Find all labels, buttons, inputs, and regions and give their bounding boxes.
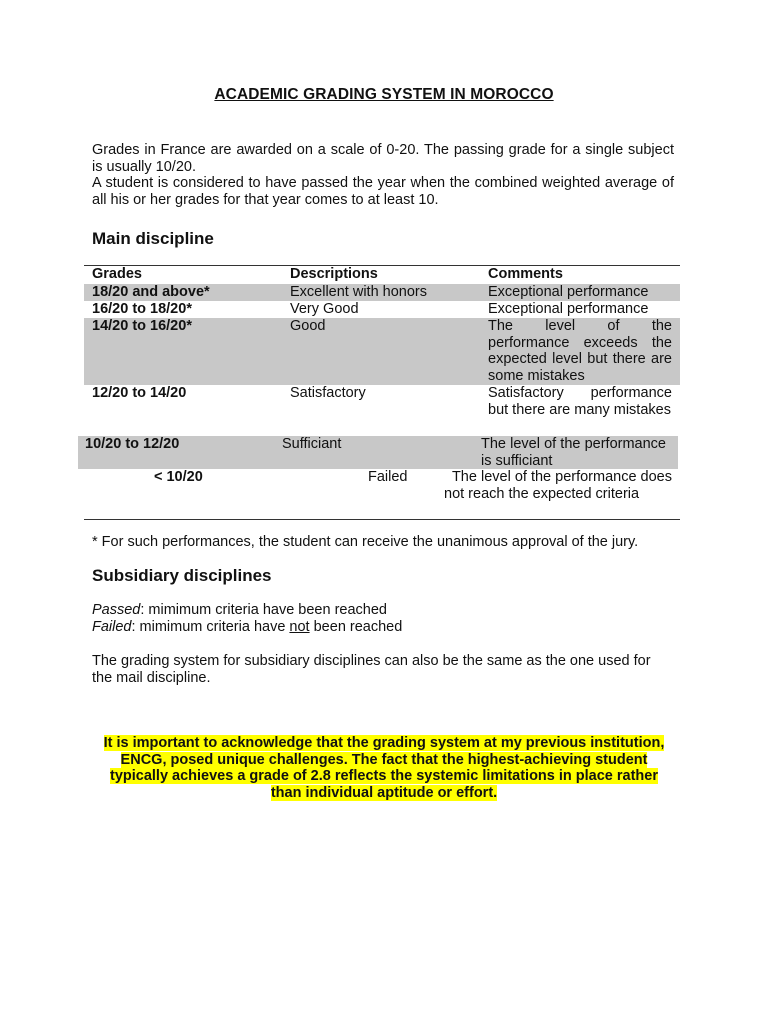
header-descriptions: Descriptions: [290, 266, 378, 282]
table-row: [84, 469, 680, 520]
table-row: [84, 385, 680, 436]
intro-text: [92, 142, 674, 208]
comment-cell: The level of the performance exceeds the expected level but there are some mistakes: [488, 318, 672, 384]
subsidiary-paragraph: The grading system for subsidiary disciplines can also be the same as the one used for the mail discipline.: [92, 653, 651, 686]
grade-cell: 18/20 and above*: [92, 284, 210, 300]
grade-cell: 12/20 to 14/20: [92, 385, 187, 401]
description-cell: Good: [290, 318, 326, 334]
description-cell: Excellent with honors: [290, 284, 428, 300]
header-comments: Comments: [488, 266, 563, 282]
table-row: [84, 318, 680, 385]
comment-cell: Satisfactory performance but there are many mistakes: [488, 385, 672, 418]
intro-paragraph-2: A student is considered to have passed the year when the combined weighted average of all his or her grades for that year comes to at least 10.: [92, 175, 674, 208]
grade-cell: 10/20 to 12/20: [85, 436, 180, 452]
highlight-line-1: It is important to acknowledge that the grading system at my previous institution,: [103, 735, 665, 751]
highlighted-note: [70, 735, 698, 801]
grading-table: [84, 265, 680, 520]
table-header: [84, 265, 680, 284]
comment-cell: Exceptional performance: [488, 284, 649, 300]
passed-text: : mimimum criteria have been reached: [140, 602, 387, 618]
highlight-line-4: than individual aptitude or effort.: [270, 784, 498, 801]
passed-label: Passed: [92, 602, 141, 618]
description-cell: Failed: [368, 469, 408, 485]
comment-cell: The level of the performance is sufficiant: [481, 436, 666, 469]
subsidiary-criteria: [92, 602, 402, 636]
grade-cell: 16/20 to 18/20*: [92, 301, 192, 317]
table-footnote: * For such performances, the student can receive the unanimous approval of the jury.: [92, 534, 639, 550]
description-cell: Satisfactory: [290, 385, 366, 401]
failed-label: Failed: [92, 619, 132, 635]
highlight-line-3: typically achieves a grade of 2.8 reflects the systemic limitations in place rather: [109, 768, 658, 784]
failed-text-a: : mimimum criteria have: [131, 619, 290, 635]
failed-text-b: been reached: [309, 619, 403, 635]
subsidiary-heading: Subsidiary disciplines: [92, 566, 272, 585]
failed-not: not: [289, 619, 310, 635]
table-row: [84, 301, 680, 318]
header-grades: Grades: [92, 266, 142, 282]
passed-line: [92, 602, 402, 619]
comment-cell: Exceptional performance: [488, 301, 649, 317]
description-cell: Very Good: [290, 301, 359, 317]
description-cell: Sufficiant: [282, 436, 342, 452]
grade-cell: 14/20 to 16/20*: [92, 318, 192, 334]
table-row: [78, 436, 678, 469]
table-row: [84, 284, 680, 301]
main-discipline-heading: Main discipline: [92, 229, 214, 248]
intro-paragraph-1: Grades in France are awarded on a scale of 0-20. The passing grade for a single subject is usually 10/20.: [92, 142, 674, 175]
grade-cell: < 10/20: [154, 469, 203, 485]
comment-cell: The level of the performance does not reach the expected criteria: [444, 469, 672, 502]
page-title: ACADEMIC GRADING SYSTEM IN MOROCCO: [214, 86, 554, 103]
failed-line: [92, 619, 402, 636]
highlight-line-2: ENCG, posed unique challenges. The fact that the highest-achieving student: [120, 751, 648, 768]
